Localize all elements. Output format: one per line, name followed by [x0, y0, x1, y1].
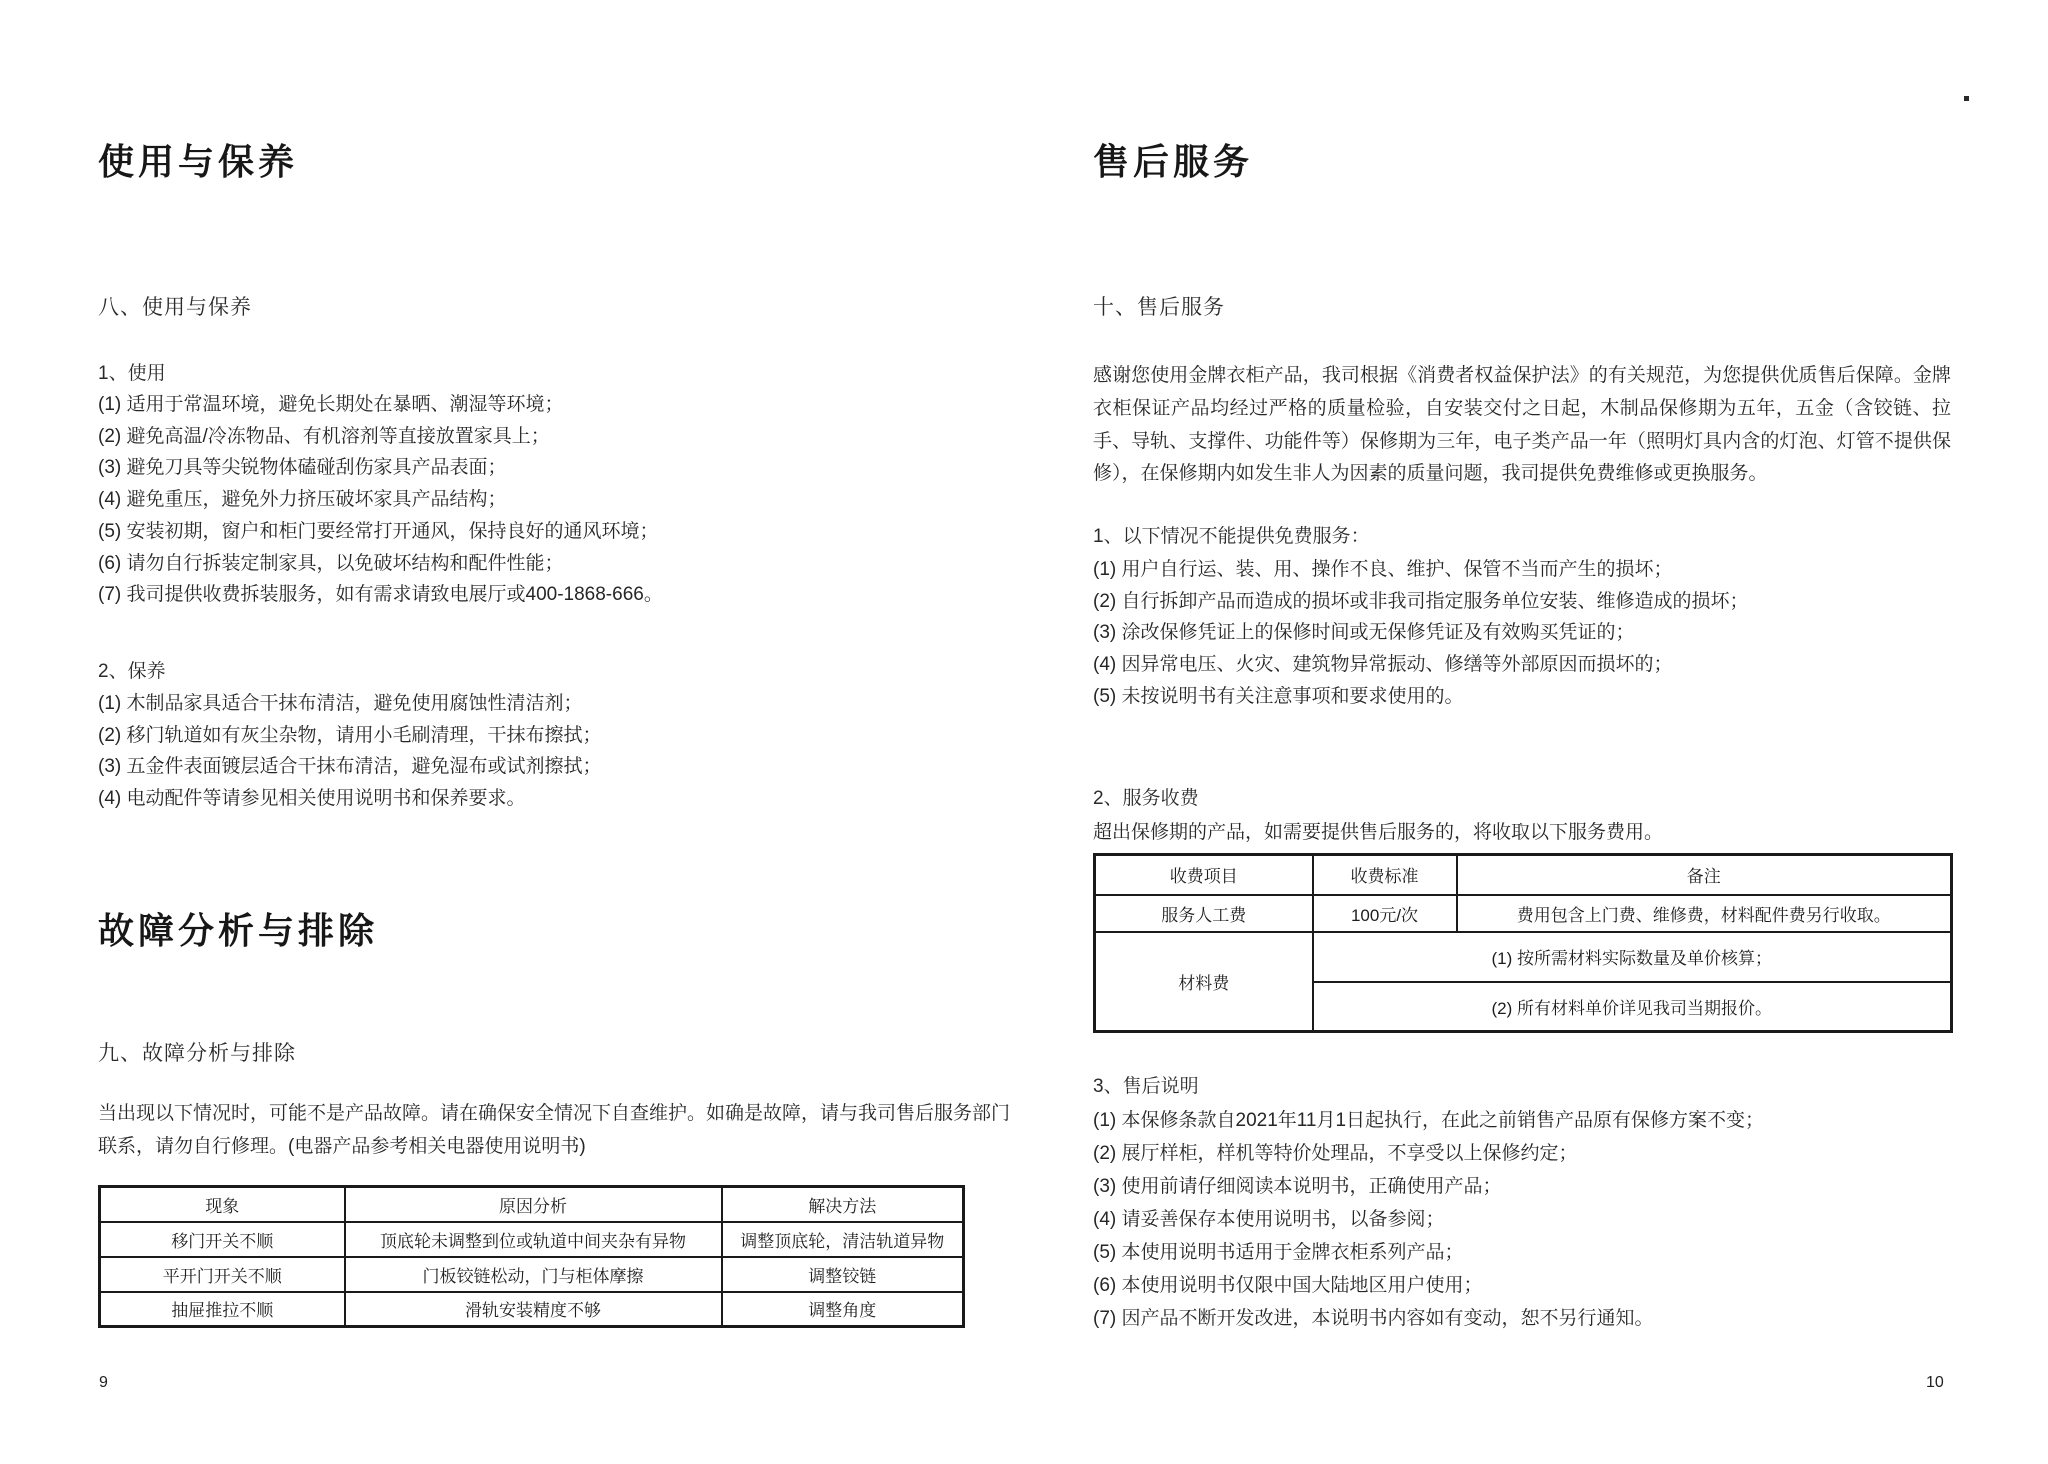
- list-item: (4) 因异常电压、火灾、建筑物异常振动、修缮等外部原因而损坏的；: [1093, 654, 1673, 676]
- page-number-left: 9: [99, 1374, 108, 1391]
- list-item: (2) 避免高温/冷冻物品、有机溶剂等直接放置家具上；: [98, 425, 550, 447]
- cell-phenomenon: 移门开关不顺: [100, 1222, 345, 1257]
- table-row: [100, 1222, 964, 1257]
- fault-table: [98, 1185, 965, 1328]
- service-fee-heading: 2、服务收费: [1093, 788, 1199, 809]
- table-header-row: [100, 1187, 964, 1222]
- col-header-solution: 解决方法: [722, 1187, 964, 1222]
- after-sale-notes-list: [1093, 1104, 1764, 1335]
- care-item-list: [98, 688, 602, 815]
- right-page: [1024, 0, 2048, 1464]
- list-item: (4) 避免重压，避免外力挤压破坏家具产品结构；: [98, 489, 507, 511]
- use-item-list: [98, 389, 663, 611]
- cell-fee-standard: 100元/次: [1313, 895, 1457, 932]
- cell-material-line1: (1) 按所需材料实际数量及单价核算；: [1313, 932, 1952, 982]
- cell-phenomenon: 抽屉推拉不顺: [100, 1292, 345, 1327]
- list-item: (3) 使用前请仔细阅读本说明书，正确使用产品；: [1093, 1176, 1502, 1197]
- col-header-fee-item: 收费项目: [1095, 855, 1313, 895]
- page-title-fault: 故障分析与排除: [98, 910, 379, 951]
- service-fee-note: 超出保修期的产品，如需要提供售后服务的，将收取以下服务费用。: [1093, 822, 1664, 843]
- free-service-list: [1093, 554, 1749, 713]
- page-number-right: 10: [1926, 1374, 1944, 1391]
- list-item: (3) 避免刀具等尖锐物体磕碰刮伤家具产品表面；: [98, 457, 507, 479]
- table-header-row: [1095, 855, 1952, 895]
- after-sale-notes-heading: 3、售后说明: [1093, 1076, 1199, 1097]
- list-item: (1) 木制品家具适合干抹布清洁，避免使用腐蚀性清洁剂；: [98, 693, 583, 714]
- table-row: [1095, 932, 1952, 982]
- list-item: (6) 请勿自行拆装定制家具，以免破坏结构和配件性能；: [98, 552, 564, 574]
- list-item: (2) 移门轨道如有灰尘杂物，请用小毛刷清理，干抹布擦拭；: [98, 724, 602, 746]
- section-heading-usage: 八、使用与保养: [98, 296, 252, 319]
- cell-fee-item: 服务人工费: [1095, 895, 1313, 932]
- list-item: (6) 本使用说明书仅限中国大陆地区用户使用；: [1093, 1275, 1483, 1296]
- list-item: (5) 安装初期，窗户和柜门要经常打开通风，保持良好的通风环境；: [98, 520, 659, 542]
- service-intro-paragraph: 感谢您使用金牌衣柜产品，我司根据《消费者权益保护法》的有关规范，为您提供优质售后保障。金牌衣柜保证产品均经过严格的质量检验，自安装交付之日起，木制品保修期为五年，五金（含铰链、拉手、导轨、支撑件、功能件等）保修期为三年，电子类产品一年（照明灯具内含的灯泡、灯管不提供保修），在保修期内如发生非人为因素的质量问题，我司提供免费维修或更换服务。: [1093, 365, 1951, 485]
- list-item: (2) 自行拆卸产品而造成的损坏或非我司指定服务单位安装、维修造成的损坏；: [1093, 590, 1749, 612]
- list-item: (4) 电动配件等请参见相关使用说明书和保养要求。: [98, 788, 526, 810]
- fee-table: [1093, 853, 1953, 1033]
- cell-solution: 调整角度: [722, 1292, 964, 1327]
- cell-fee-remark: 费用包含上门费、维修费，材料配件费另行收取。: [1457, 895, 1952, 932]
- cell-cause: 门板铰链松动，门与柜体摩擦: [345, 1257, 722, 1292]
- list-item: (5) 本使用说明书适用于金牌衣柜系列产品；: [1093, 1242, 1464, 1263]
- table-row: [100, 1292, 964, 1327]
- fault-intro-paragraph: 当出现以下情况时，可能不是产品故障。请在确保安全情况下自查维护。如确是故障，请与我司售后服务部门联系，请勿自行修理。(电器产品参考相关电器使用说明书): [98, 1103, 1011, 1157]
- cell-solution: 调整顶底轮，清洁轨道异物: [722, 1222, 964, 1257]
- free-service-heading: 1、以下情况不能提供免费服务：: [1093, 526, 1370, 547]
- list-item: (1) 本保修条款自2021年11月1日起执行，在此之前销售产品原有保修方案不变；: [1093, 1110, 1765, 1131]
- list-item: (5) 未按说明书有关注意事项和要求使用的。: [1093, 685, 1464, 707]
- table-row: [100, 1257, 964, 1292]
- list-item: (7) 我司提供收费拆装服务，如有需求请致电展厅或400-1868-666。: [98, 584, 663, 606]
- subsection-care-heading: 2、保养: [98, 661, 166, 682]
- list-item: (1) 适用于常温环境，避免长期处在暴晒、潮湿等环境；: [98, 394, 564, 415]
- list-item: (4) 请妥善保存本使用说明书，以备参阅；: [1093, 1209, 1445, 1230]
- list-item: (7) 因产品不断开发改进，本说明书内容如有变动，恕不另行通知。: [1093, 1308, 1654, 1329]
- section-heading-fault: 九、故障分析与排除: [98, 1042, 296, 1065]
- cell-phenomenon: 平开门开关不顺: [100, 1257, 345, 1292]
- col-header-fee-remark: 备注: [1457, 855, 1952, 895]
- cell-material-label: 材料费: [1095, 932, 1313, 1032]
- list-item: (3) 五金件表面镀层适合干抹布清洁，避免湿布或试剂擦拭；: [98, 756, 602, 778]
- cell-cause: 顶底轮未调整到位或轨道中间夹杂有异物: [345, 1222, 722, 1257]
- section-heading-service: 十、售后服务: [1093, 296, 1225, 319]
- cell-cause: 滑轨安装精度不够: [345, 1292, 722, 1327]
- col-header-cause: 原因分析: [345, 1187, 722, 1222]
- page-title-usage: 使用与保养: [98, 141, 299, 182]
- cell-solution: 调整铰链: [722, 1257, 964, 1292]
- list-item: (1) 用户自行运、装、用、操作不良、维护、保管不当而产生的损坏；: [1093, 559, 1673, 580]
- col-header-fee-standard: 收费标准: [1313, 855, 1457, 895]
- col-header-phenomenon: 现象: [100, 1187, 345, 1222]
- subsection-use-heading: 1、使用: [98, 363, 166, 384]
- list-item: (2) 展厅样柜，样机等特价处理品，不享受以上保修约定；: [1093, 1143, 1578, 1164]
- list-item: (3) 涂改保修凭证上的保修时间或无保修凭证及有效购买凭证的；: [1093, 622, 1635, 644]
- stray-dot: [1964, 96, 1969, 101]
- page-title-service: 售后服务: [1093, 141, 1254, 182]
- cell-material-line2: (2) 所有材料单价详见我司当期报价。: [1313, 982, 1952, 1032]
- table-row: [1095, 895, 1952, 932]
